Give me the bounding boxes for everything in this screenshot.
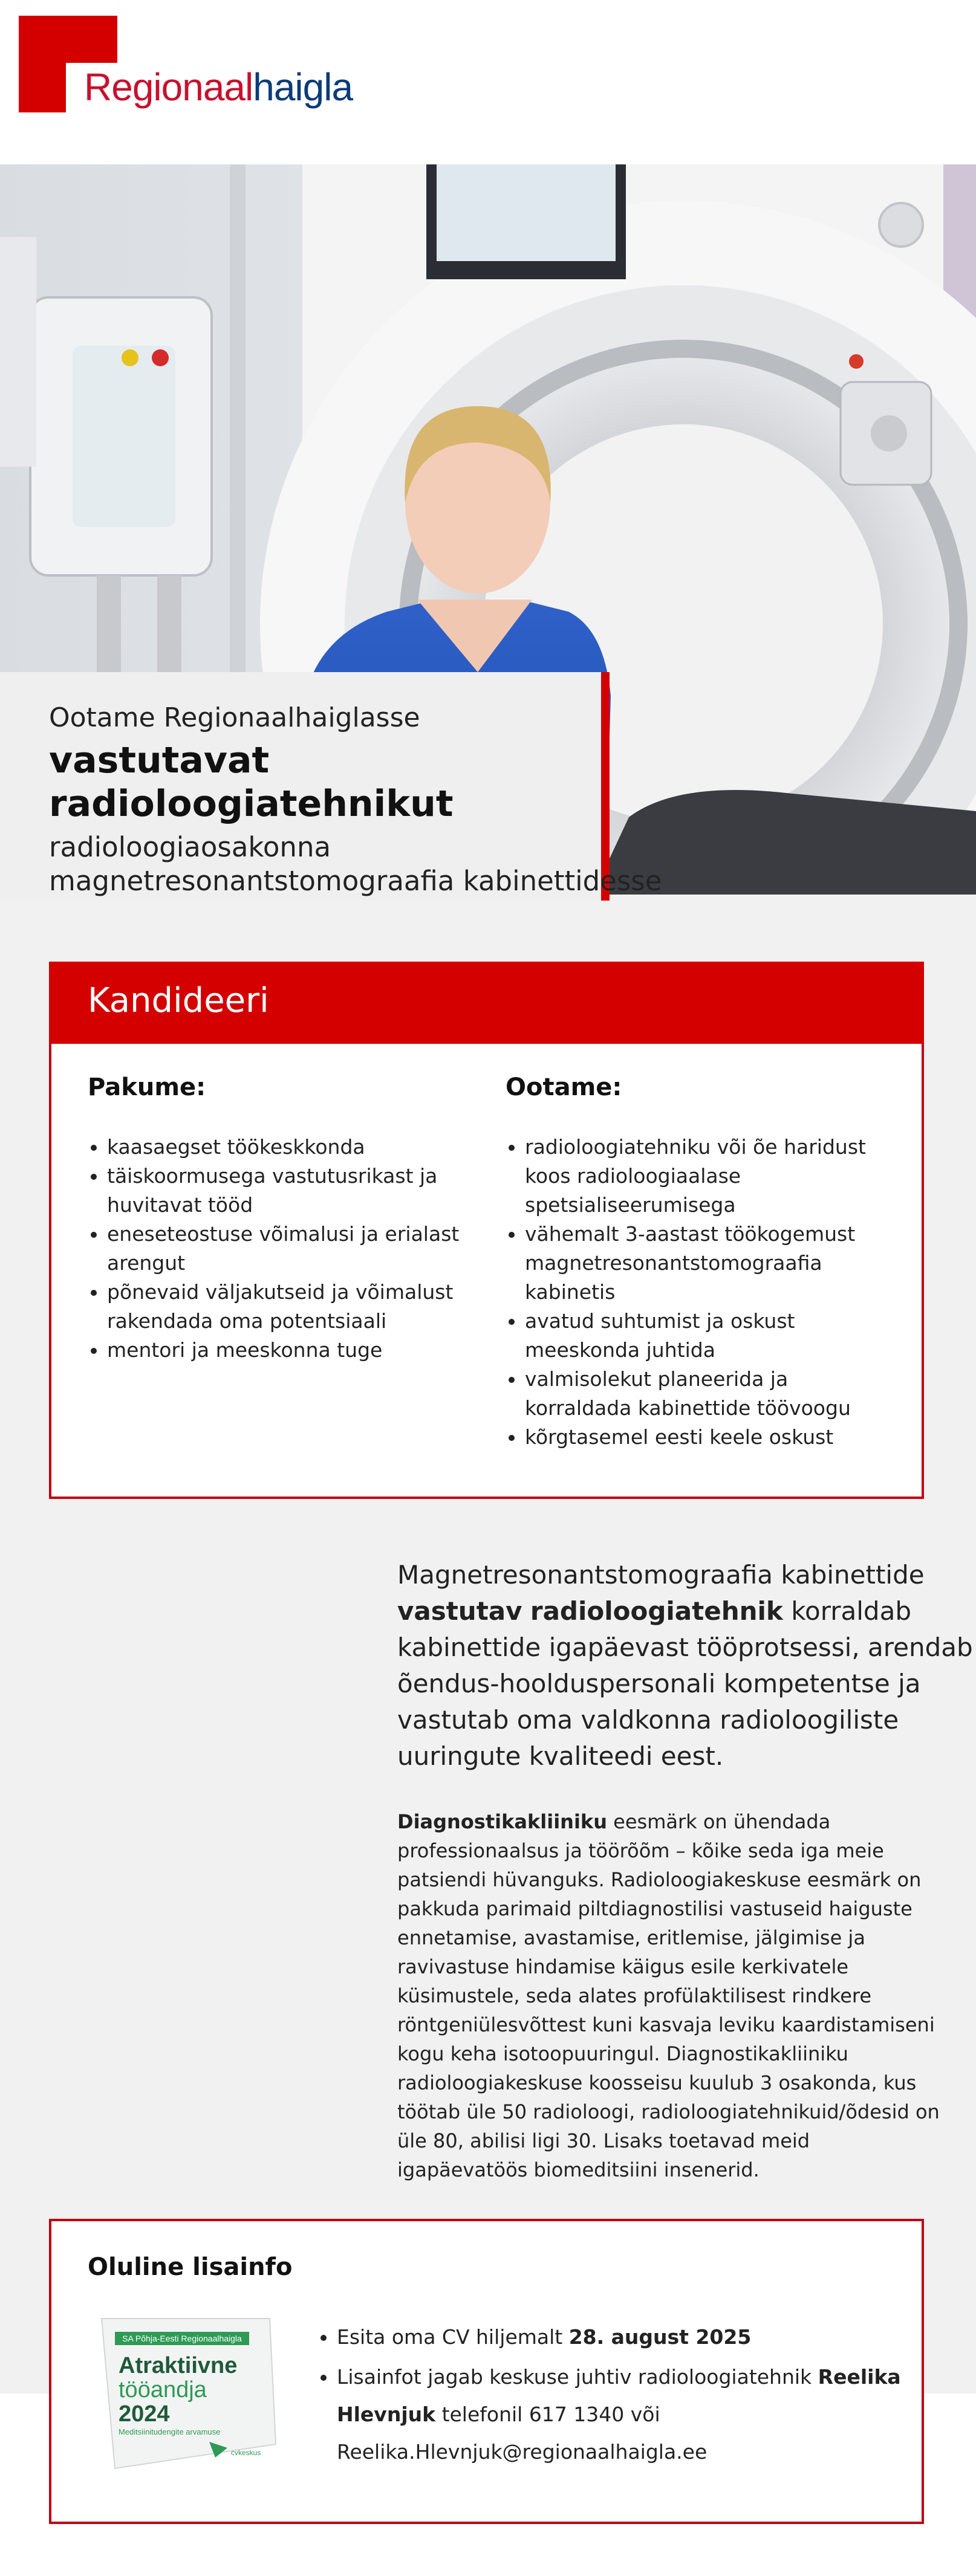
logo-wordmark: Regionaalhaigla (84, 65, 353, 109)
info-title: Oluline lisainfo (88, 2253, 293, 2281)
apply-button[interactable] (49, 962, 924, 1044)
apply-button-label: Kandideeri (88, 981, 269, 1020)
offer-heading: Pakume: (88, 1073, 206, 1101)
list-item: • põnevaid väljakutseid ja võimalust rakendada oma potentsiaali (107, 1278, 464, 1336)
info-list (315, 2319, 917, 2473)
title-intro: Ootame Regionaalhaiglasse (49, 702, 420, 733)
svg-text:2024: 2024 (119, 2401, 170, 2427)
job-department: radioloogiaosakonna magnetresonantstomograafia kabinettidesse (49, 831, 662, 897)
employer-award-icon (91, 2315, 281, 2472)
svg-text:tööandja: tööandja (119, 2377, 207, 2403)
list-item: • valmisolekut planeerida ja korraldada kabinettide töövoogu (525, 1365, 894, 1423)
list-item: • radioloogiatehniku või õe haridust koos radioloogiaalase spetsialiseerumisega (525, 1133, 894, 1220)
expect-heading: Ootame: (506, 1073, 622, 1101)
list-item: • mentori ja meeskonna tuge (107, 1336, 464, 1365)
offer-list (88, 1133, 464, 1365)
list-item: • eneseteostuse võimalusi ja erialast arengut (107, 1220, 464, 1278)
contact-email-link[interactable]: Reelika.Hlevnjuk@regionaalhaigla.ee (337, 2440, 708, 2464)
contact-item: • Lisainfot jagab keskuse juhtiv radioloogiatehnik Reelika Hlevnjuk telefonil 617 1340 või Reelika.Hlevnjuk@regionaalhaigla.ee (337, 2358, 917, 2471)
list-item: • täiskoormusega vastutusrikast ja huvitavat tööd (107, 1162, 464, 1220)
list-item: • kõrgtasemel eesti keele oskust (525, 1423, 894, 1452)
svg-text:Atraktiivne: Atraktiivne (119, 2353, 238, 2378)
svg-text:Meditsiinitudengite arvamuse: Meditsiinitudengite arvamuse (119, 2427, 221, 2436)
deadline-item: • Esita oma CV hiljemalt 28. august 2025 (337, 2319, 917, 2356)
list-item: • vähemalt 3-aastast töökogemust magnetresonantstomograafia kabinetis (525, 1220, 894, 1307)
svg-text:SA Põhja-Eesti Regionaalhaigla: SA Põhja-Eesti Regionaalhaigla (122, 2334, 242, 2343)
attractive-employer-badge (91, 2315, 281, 2472)
list-item: • avatud suhtumist ja oskust meeskonda juhtida (525, 1307, 894, 1365)
expect-list (506, 1133, 894, 1452)
clinic-description: Diagnostikakliiniku eesmärk on ühendada professionaalsus ja töörõõm – kõike seda iga meie patsiendi hüvanguks. Radioloogiakeskuse eesmärk on pakkuda parimaid piltdiagnostilisi vastuseid haiguste ennetamise, avastamise, eritlemise, jälgimise ja ravivastuse hindamise käigus esile kerkivatele küsimustele, seda alates profülaktilisest rindkere röntgeniülesvõttest kuni kasvaja leviku kaardistamiseni kogu keha isotoopuuringul. Diagnostikakliiniku radioloogiakeskuse koosseisu kuulub 3 osakonda, kus töötab üle 50 radioloogi, radioloogiatehnikuid/õdesid on üle 80, abilisi ligi 30. Lisaks toetavad meid igapäevatöös biomeditsiini insenerid. (397, 1810, 940, 2181)
job-title: vastutavat radioloogiatehnikut (49, 739, 454, 825)
list-item: • kaasaegset töökeskkonda (107, 1133, 464, 1162)
role-summary: Magnetresonantstomograafia kabinettide vastutav radioloogiatehnik korraldab kabinettide igapäevast tööprotsessi, arendab õendus-hoolduspersonali kompetentse ja vastutab oma valdkonna radioloogiliste uuringute kvaliteedi eest. (397, 1560, 973, 1771)
svg-text:cvkeskus: cvkeskus (231, 2448, 261, 2457)
